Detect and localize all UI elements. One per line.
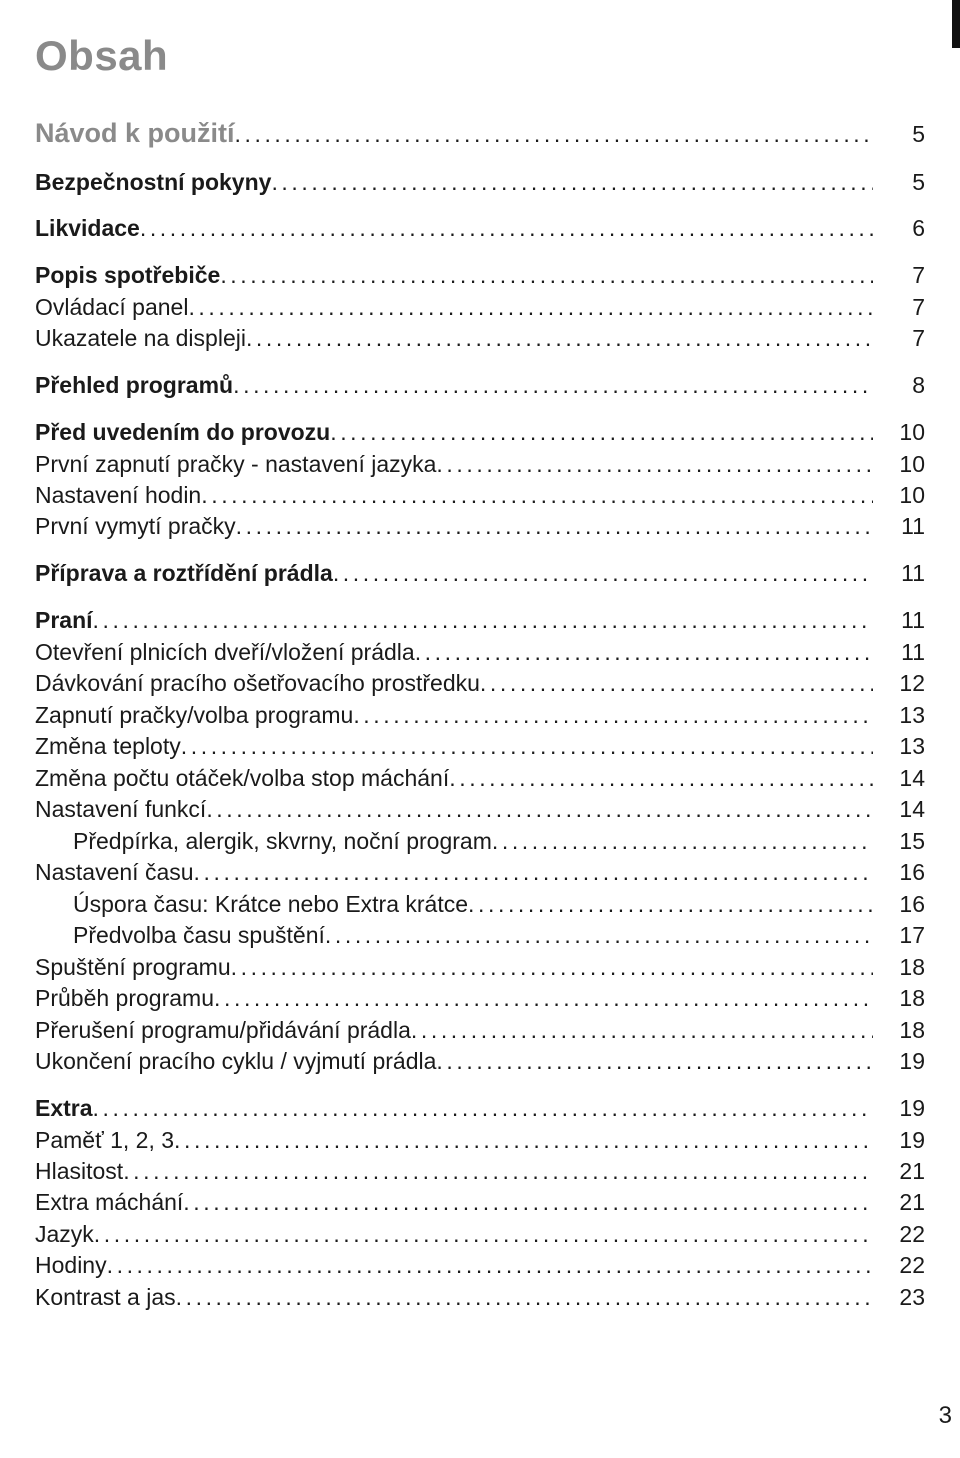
toc-entry-page: 19 [899, 1095, 925, 1121]
toc-entry[interactable] [35, 763, 925, 793]
toc-entry-label: Příprava a roztřídění prádla [35, 560, 333, 586]
toc-entry[interactable] [35, 1187, 925, 1217]
toc-dot-leader [181, 731, 873, 761]
toc-entry-page: 22 [899, 1252, 925, 1278]
toc-entry-label: Úspora času: Krátce nebo Extra krátce [73, 891, 469, 917]
toc-dot-leader [353, 700, 873, 730]
toc-dot-leader [214, 983, 873, 1013]
toc-entry-label: Nastavení funkcí [35, 796, 207, 822]
toc-entry[interactable] [35, 449, 925, 479]
toc-dot-leader [436, 1046, 873, 1076]
toc-entry[interactable] [35, 731, 925, 761]
toc-entry[interactable] [35, 700, 925, 730]
toc-entry-label: Před uvedením do provozu [35, 419, 331, 445]
toc-entry-page: 11 [901, 607, 925, 633]
toc-entry-page: 11 [901, 560, 925, 586]
toc-entry-label: Praní [35, 607, 93, 633]
toc-dot-leader [325, 920, 873, 950]
toc-entry[interactable] [35, 1125, 925, 1155]
toc-entry-label: Zapnutí pračky/volba programu [35, 702, 354, 728]
toc-entry[interactable] [35, 826, 925, 856]
toc-entry[interactable] [35, 983, 925, 1013]
toc-dot-leader [236, 511, 873, 541]
toc-entry-label: Ukazatele na displeji [35, 325, 246, 351]
toc-entry[interactable] [35, 637, 925, 667]
toc-dot-leader [183, 1187, 873, 1217]
toc-entry-page: 18 [899, 954, 925, 980]
toc-entry-page: 11 [901, 513, 925, 539]
toc-dot-leader [415, 637, 873, 667]
toc-dot-leader [93, 605, 873, 635]
toc-entry-label: Změna teploty [35, 733, 181, 759]
toc-entry-label: Extra [35, 1095, 93, 1121]
toc-entry-page: 10 [899, 451, 925, 477]
toc-dot-leader [233, 370, 873, 400]
toc-entry-label: Bezpečnostní pokyny [35, 169, 272, 195]
toc-entry-label: Nastavení času [35, 859, 194, 885]
toc-entry-page: 15 [899, 828, 925, 854]
toc-dot-leader [123, 1156, 873, 1186]
toc-entry-page: 12 [899, 670, 925, 696]
toc-entry[interactable] [35, 1015, 925, 1045]
toc-dot-leader [330, 417, 873, 447]
toc-entry[interactable] [35, 952, 925, 982]
toc-entry-page: 17 [899, 922, 925, 948]
toc-entry-page: 7 [912, 262, 925, 288]
toc-dot-leader [231, 952, 873, 982]
page-title: Obsah [35, 32, 169, 79]
toc-entry-label: První vymytí pračky [35, 513, 236, 539]
toc-entry[interactable] [35, 558, 925, 588]
toc-entry-label: Ovládací panel [35, 294, 189, 320]
toc-entry-label: Návod k použití [35, 118, 235, 148]
toc-dot-leader [271, 167, 873, 197]
toc-entry-label: Kontrast a jas [35, 1284, 176, 1310]
toc-entry-page: 18 [899, 985, 925, 1011]
toc-entry-label: Změna počtu otáček/volba stop máchání [35, 765, 450, 791]
toc-entry-label: Přerušení programu/přidávání prádla [35, 1017, 411, 1043]
toc-entry-page: 10 [899, 419, 925, 445]
toc-dot-leader [449, 763, 873, 793]
toc-dot-leader [201, 480, 873, 510]
toc-dot-leader [333, 558, 873, 588]
toc-entry[interactable] [35, 1219, 925, 1249]
toc-entry[interactable] [35, 1093, 925, 1123]
toc-entry-label: Spuštění programu [35, 954, 231, 980]
toc-entry-label: Popis spotřebiče [35, 262, 221, 288]
toc-entry-label: Předpírka, alergik, skvrny, noční program [73, 828, 492, 854]
toc-entry[interactable] [35, 511, 925, 541]
toc-entry-label: Hodiny [35, 1252, 107, 1278]
toc-entry[interactable] [35, 920, 925, 950]
toc-entry-page: 7 [912, 325, 925, 351]
toc-dot-leader [220, 260, 873, 290]
toc-dot-leader [206, 794, 873, 824]
toc-entry-page: 16 [899, 859, 925, 885]
toc-entry[interactable] [35, 118, 925, 148]
toc-dot-leader [188, 292, 873, 322]
page-corner-mark [952, 0, 960, 48]
toc-entry-label: Likvidace [35, 215, 140, 241]
toc-entry[interactable] [35, 605, 925, 635]
toc-entry[interactable] [35, 1046, 925, 1076]
toc-entry-page: 11 [901, 639, 925, 665]
toc-entry-page: 18 [899, 1017, 925, 1043]
toc-entry-label: Dávkování pracího ošetřovacího prostředku [35, 670, 480, 696]
toc-dot-leader [492, 826, 873, 856]
toc-entry-page: 6 [912, 215, 925, 241]
toc-dot-leader [411, 1015, 873, 1045]
toc-entry-page: 21 [899, 1158, 925, 1184]
toc-entry[interactable] [35, 417, 925, 447]
toc-entry-page: 19 [899, 1048, 925, 1074]
toc-entry[interactable] [35, 260, 925, 290]
toc-entry-page: 13 [899, 733, 925, 759]
toc-entry-page: 5 [912, 169, 925, 195]
toc-dot-leader [107, 1250, 873, 1280]
toc-entry-label: Jazyk [35, 1221, 94, 1247]
toc-entry[interactable] [35, 292, 925, 322]
toc-dot-leader [174, 1125, 873, 1155]
toc-entry-page: 21 [899, 1189, 925, 1215]
toc-entry-page: 14 [899, 796, 925, 822]
toc-entry-page: 16 [899, 891, 925, 917]
toc-entry[interactable] [35, 889, 925, 919]
toc-entry-page: 19 [899, 1127, 925, 1153]
toc-dot-leader [235, 119, 873, 149]
toc-entry[interactable] [35, 370, 925, 400]
toc-entry-page: 23 [899, 1284, 925, 1310]
toc-entry[interactable] [35, 668, 925, 698]
toc-entry-page: 10 [899, 482, 925, 508]
toc-entry-label: Paměť 1, 2, 3 [35, 1127, 175, 1153]
toc-entry[interactable] [35, 1250, 925, 1280]
toc-dot-leader [94, 1219, 873, 1249]
toc-dot-leader [436, 449, 873, 479]
toc-entry[interactable] [35, 794, 925, 824]
toc-dot-leader [480, 668, 873, 698]
toc-entry[interactable] [35, 1156, 925, 1186]
toc-entry[interactable] [35, 213, 925, 243]
toc-entry-label: Ukončení pracího cyklu / vyjmutí prádla [35, 1048, 437, 1074]
toc-entry-label: Extra máchání [35, 1189, 184, 1215]
page-number: 3 [938, 1402, 952, 1429]
toc-entry[interactable] [35, 167, 925, 197]
toc-entry-label: Průběh programu [35, 985, 214, 1011]
toc-entry-page: 8 [912, 372, 925, 398]
toc-entry-page: 5 [912, 121, 925, 147]
toc-entry-label: Přehled programů [35, 372, 234, 398]
toc-entry-page: 22 [899, 1221, 925, 1247]
toc-entry[interactable] [35, 323, 925, 353]
toc-entry[interactable] [35, 857, 925, 887]
toc-entry-label: Otevření plnicích dveří/vložení prádla [35, 639, 415, 665]
toc-entry[interactable] [35, 1282, 925, 1312]
toc-dot-leader [140, 213, 873, 243]
toc-entry-page: 7 [912, 294, 925, 320]
toc-dot-leader [194, 857, 873, 887]
toc-entry-label: Předvolba času spuštění [73, 922, 325, 948]
toc-entry-label: Nastavení hodin [35, 482, 202, 508]
toc-dot-leader [468, 889, 873, 919]
toc-dot-leader [246, 323, 873, 353]
toc-dot-leader [93, 1093, 873, 1123]
toc-entry[interactable] [35, 480, 925, 510]
toc-entry-page: 14 [899, 765, 925, 791]
toc-dot-leader [176, 1282, 873, 1312]
toc-entry-label: První zapnutí pračky - nastavení jazyka [35, 451, 437, 477]
toc-entry-label: Hlasitost [35, 1158, 124, 1184]
toc-entry-page: 13 [899, 702, 925, 728]
